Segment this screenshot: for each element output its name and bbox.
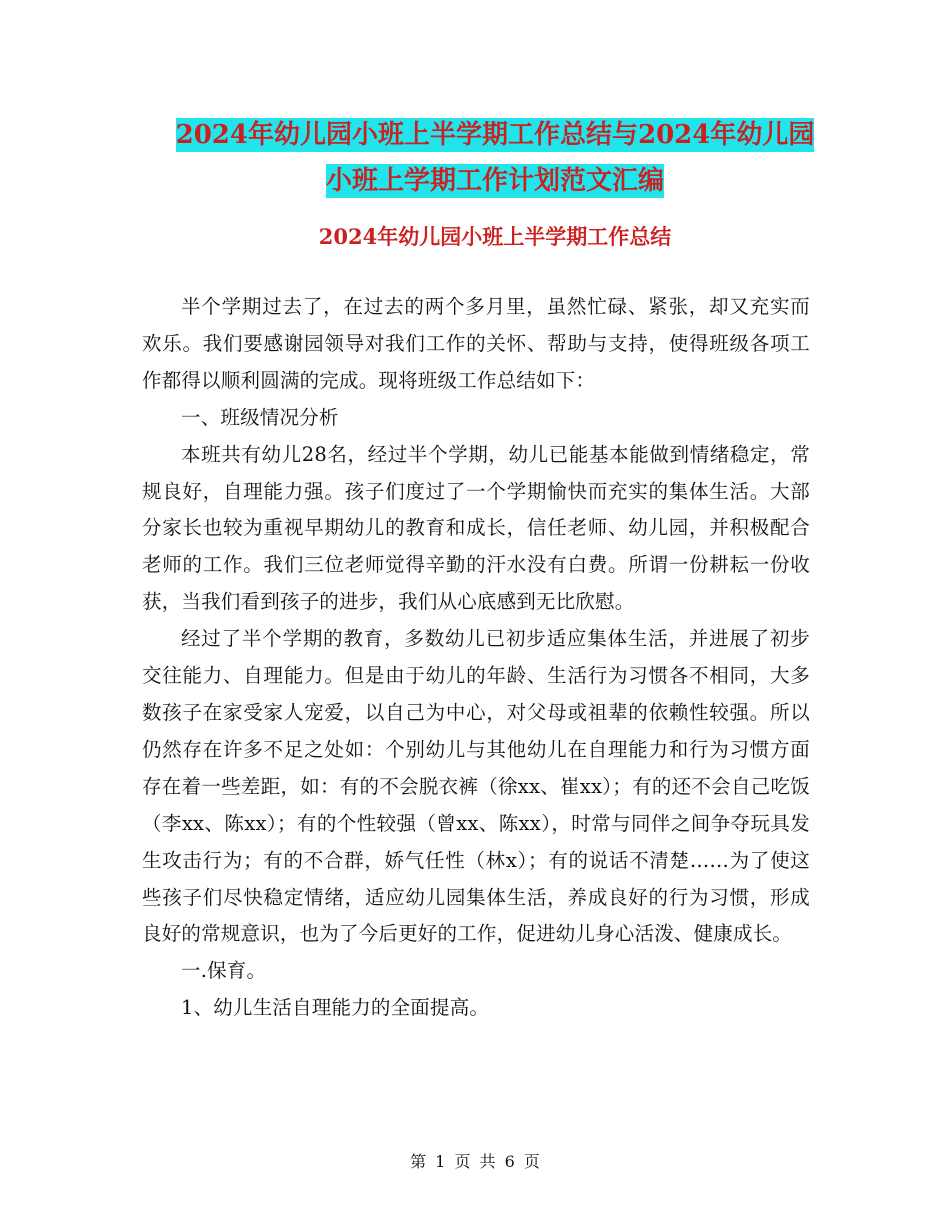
body-paragraph: 半个学期过去了，在过去的两个多月里，虽然忙碌、紧张，却又充实而欢乐。我们要感谢园领导对我们工作的关怀、帮助与支持，使得班级各项工作都得以顺利圆满的完成。现将班级工作总结如下： — [142, 295, 810, 392]
page-number-footer: 第 1 页 共 6 页 — [410, 1152, 540, 1171]
document-title-line-1: 2024年幼儿园小班上半学期工作总结与2024年幼儿园 — [175, 120, 815, 150]
body-paragraph: 本班共有幼儿28名，经过半个学期，幼儿已能基本能做到情绪稳定，常规良好，自理能力强。孩子们度过了一个学期愉快而充实的集体生活。大部分家长也较为重视早期幼儿的教育和成长，信任老师、幼儿园，并积极配合老师的工作。我们三位老师觉得辛勤的汗水没有白费。所谓一份耕耘一份收获，当我们看到孩子的进步，我们从心底感到无比欣慰。 — [142, 442, 810, 614]
document-body — [142, 289, 810, 1027]
body-paragraph: 经过了半个学期的教育，多数幼儿已初步适应集体生活，并进展了初步交往能力、自理能力。但是由于幼儿的年龄、生活行为习惯各不相同，大多数孩子在家受家人宠爱，以自己为中心，对父母或祖辈的依赖性较强。所以仍然存在许多不足之处如：个别幼儿与其他幼儿在自理能力和行为习惯方面存在着一些差距，如：有的不会脱衣裤（徐xx、崔xx）；有的还不会自己吃饭（李xx、陈xx）；有的个性较强（曾xx、陈xx），时常与同伴之间争夺玩具发生攻击行为；有的不合群，娇气任性（林x）；有的说话不清楚……为了使这些孩子们尽快稳定情绪，适应幼儿园集体生活，养成良好的行为习惯，形成良好的常规意识，也为了今后更好的工作，促进幼儿身心活泼、健康成长。 — [142, 627, 810, 946]
body-paragraph: 1、幼儿生活自理能力的全面提高。 — [181, 996, 490, 1020]
document-title — [140, 112, 850, 204]
document-title-line-2: 小班上学期工作计划范文汇编 — [325, 166, 664, 196]
body-paragraph: 一、班级情况分析 — [181, 405, 339, 429]
section-title: 2024年幼儿园小班上半学期工作总结 — [318, 224, 672, 249]
body-paragraph: 一.保育。 — [181, 959, 267, 983]
